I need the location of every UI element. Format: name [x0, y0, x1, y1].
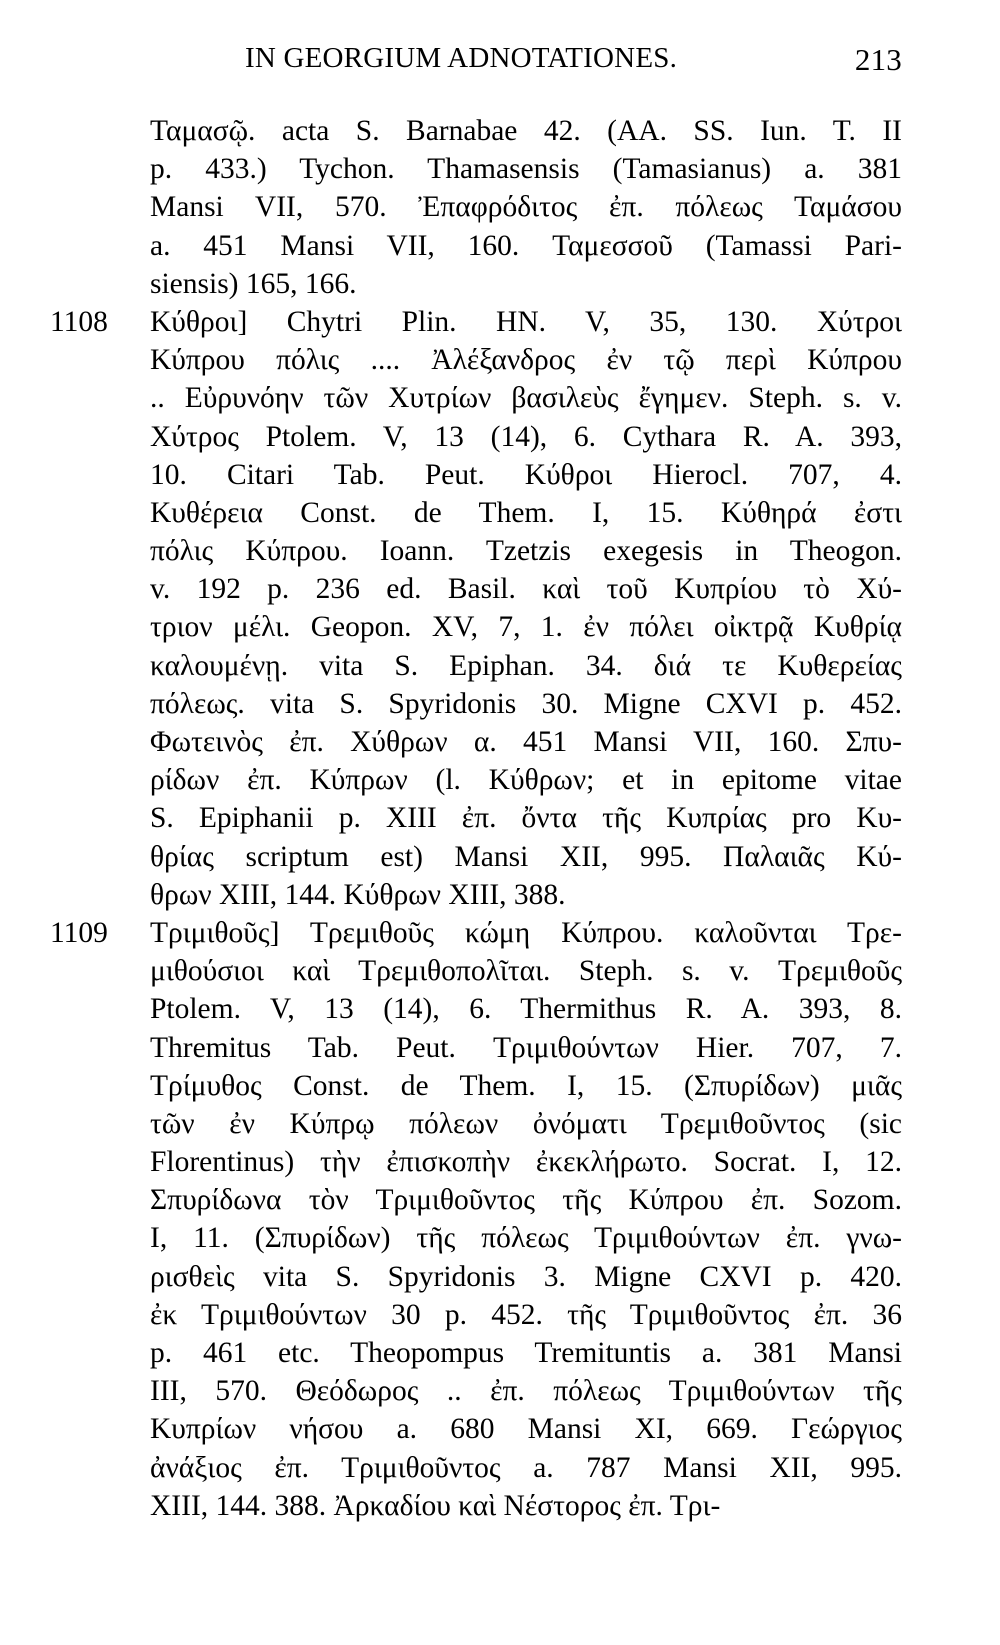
text-line: Ταμασῷ. acta S. Barnabae 42. (AA. SS. Iun. T. II [150, 115, 902, 147]
text-line: θρων XIII, 144. Κύθρων XIII, 388. [150, 878, 566, 911]
text-line: S. Epiphanii p. XIII ἐπ. ὄντα τῆς Κυπρίας pro Κυ- [150, 802, 902, 835]
text-body [0, 112, 1000, 1525]
text-line: 10. Citari Tab. Peut. Κύθροι Hierocl. 707, 4. [150, 458, 902, 491]
text-line: XIII, 144. 388. Ἀρκαδίου καὶ Νέστορος ἐπ. Τρι- [150, 1489, 721, 1522]
text-line: τριον μέλι. Geopon. XV, 7, 1. ἐν πόλει οἰκτρᾷ Κυθρίᾳ [150, 611, 902, 644]
text-line: μιθούσιοι καὶ Τρεμιθοπολῖται. Steph. s. v. Τρεμιθοῦς [150, 955, 902, 988]
text-line: τῶν ἐν Κύπρῳ πόλεων ὀνόματι Τρεμιθοῦντος (sic [150, 1107, 902, 1140]
text-line: p. 461 etc. Theopompus Tremituntis a. 381 Mansi [150, 1337, 902, 1369]
text-line: ρίδων ἐπ. Κύπρων (l. Κύθρων; et in epitome vitae [150, 764, 902, 797]
text-line: Φωτεινὸς ἐπ. Χύθρων α. 451 Mansi VII, 160. Σπυ- [150, 726, 902, 758]
text-line: Ptolem. V, 13 (14), 6. Thermithus R. A. 393, 8. [150, 993, 902, 1026]
text-line: Τρίμυθος Const. de Them. I, 15. (Σπυρίδων) μιᾶς [150, 1069, 902, 1102]
text-line: p. 433.) Tychon. Thamasensis (Tamasianus) a. 381 [150, 153, 902, 186]
text-line: v. 192 p. 236 ed. Basil. καὶ τοῦ Κυπρίου τὸ Χύ- [150, 573, 902, 606]
text-line: πόλεως. vita S. Spyridonis 30. Migne CXVI p. 452. [150, 687, 902, 720]
running-title: IN GEORGIUM ADNOTATIONES. [245, 42, 678, 74]
text-line: θρίας scriptum est) Mansi XII, 995. Παλαιᾶς Κύ- [150, 840, 902, 873]
text-line: ἀνάξιος ἐπ. Τριμιθοῦντος a. 787 Mansi XII, 995. [150, 1451, 902, 1484]
commentary-entry [0, 303, 1000, 914]
text-line: ρισθεὶς vita S. Spyridonis 3. Migne CXVI p. 420. [150, 1260, 902, 1293]
page-number: 213 [854, 42, 902, 77]
line-number: 1108 [50, 305, 108, 338]
commentary-entry [0, 112, 1000, 303]
text-line: καλουμένῃ. vita S. Epiphan. 34. διά τε Κυθερείας [150, 649, 902, 682]
text-line: Κύθροι] Chytri Plin. HN. V, 35, 130. Χύτροι 1108 [150, 303, 902, 341]
commentary-entry [0, 914, 1000, 1525]
text-line: Κύπρου πόλις .... Ἀλέξανδρος ἐν τῷ περὶ Κύπρου [150, 344, 902, 377]
text-line: Σπυρίδωνα τὸν Τριμιθοῦντος τῆς Κύπρου ἐπ. Sozom. [150, 1184, 902, 1217]
text-line: .. Εὐρυνόην τῶν Χυτρίων βασιλεὺς ἔγημεν. Steph. s. v. [150, 382, 902, 415]
text-line: III, 570. Θεόδωρος .. ἐπ. πόλεως Τριμιθούντων τῆς [150, 1375, 902, 1408]
text-line: Τριμιθοῦς] Τρεμιθοῦς κώμη Κύπρου. καλοῦνται Τρε- 1109 [150, 914, 902, 952]
text-line: I, 11. (Σπυρίδων) τῆς πόλεως Τριμιθούντων ἐπ. γνω- [150, 1222, 902, 1255]
line-number: 1109 [50, 916, 108, 949]
text-line: Κυπρίων νήσου a. 680 Mansi XI, 669. Γεώργιος [150, 1413, 902, 1446]
text-line: a. 451 Mansi VII, 160. Ταμεσσοῦ (Tamassi Pari- [150, 229, 902, 262]
text-line: Florentinus) τὴν ἐπισκοπὴν ἐκεκλήρωτο. Socrat. I, 12. [150, 1146, 902, 1179]
text-line: Thremitus Tab. Peut. Τριμιθούντων Hier. 707, 7. [150, 1031, 902, 1064]
text-line: Mansi VII, 570. Ἐπαφρόδιτος ἐπ. πόλεως Ταμάσου [150, 191, 902, 224]
text-line: ἐκ Τριμιθούντων 30 p. 452. τῆς Τριμιθοῦντος ἐπ. 36 [150, 1298, 902, 1331]
text-line: πόλις Κύπρου. Ioann. Tzetzis exegesis in Theogon. [150, 535, 902, 568]
text-line: Κυθέρεια Const. de Them. I, 15. Κύθηρά ἐστι [150, 496, 902, 529]
text-line: siensis) 165, 166. [150, 267, 357, 300]
text-line: Χύτρος Ptolem. V, 13 (14), 6. Cythara R. A. 393, [150, 420, 902, 453]
